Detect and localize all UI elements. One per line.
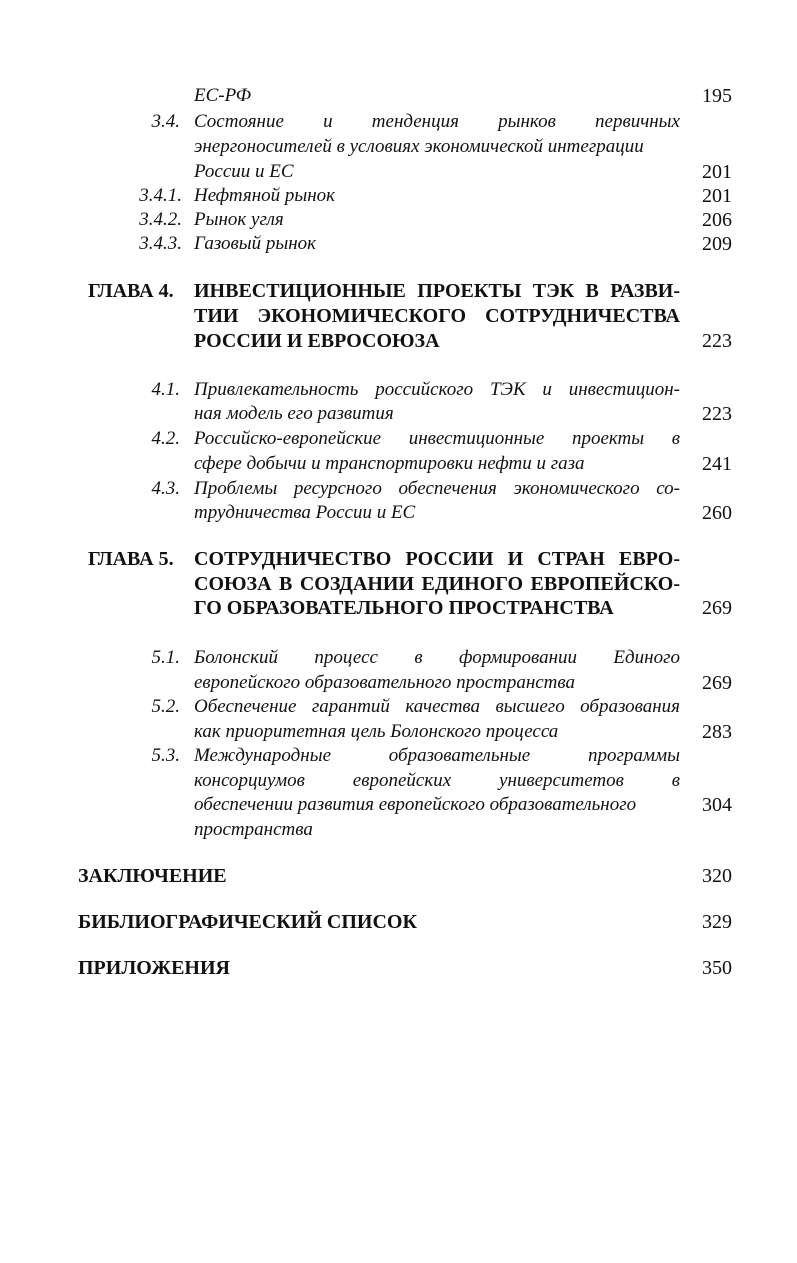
toc-entry-text: обеспечении развития европейского образовательного bbox=[194, 794, 637, 815]
chapter-title: РОССИИ И ЕВРОСОЮЗА bbox=[194, 330, 440, 352]
toc-page-number: 304 bbox=[702, 794, 732, 816]
section-number: 3.4.2. bbox=[139, 209, 182, 230]
toc-entry-text: консорциумов европейских университетов в bbox=[194, 770, 680, 791]
toc-entry-text: европейского образовательного пространства bbox=[194, 672, 576, 693]
toc-entry-text: Болонский процесс в формировании Единого bbox=[194, 647, 680, 668]
chapter-title: ГО ОБРАЗОВАТЕЛЬНОГО ПРОСТРАНСТВА bbox=[194, 597, 614, 619]
chapter-label: ГЛАВА 4. bbox=[88, 280, 174, 302]
toc-entry-text: Международные образовательные программы bbox=[194, 745, 680, 766]
toc-entry-text: Нефтяной рынок bbox=[194, 185, 336, 206]
toc-entry-text: трудничества России и ЕС bbox=[194, 502, 416, 523]
toc-page-number: 201 bbox=[702, 185, 732, 207]
section-number: 4.2. bbox=[151, 428, 180, 449]
toc-page-number: 195 bbox=[702, 85, 732, 107]
toc-entry-text: России и ЕС bbox=[194, 161, 294, 182]
section-number: 5.3. bbox=[151, 745, 180, 766]
toc-page-number: 201 bbox=[702, 161, 732, 183]
toc-page-number: 241 bbox=[702, 453, 732, 475]
toc-appendices: ПРИЛОЖЕНИЯ bbox=[78, 957, 230, 979]
toc-entry-text: сфере добычи и транспортировки нефти и газа bbox=[194, 453, 585, 474]
section-number: 3.4.1. bbox=[139, 185, 182, 206]
toc-entry-text: ная модель его развития bbox=[194, 403, 394, 424]
toc-entry-text: Газовый рынок bbox=[194, 233, 317, 254]
toc-entry-text: как приоритетная цель Болонского процесса bbox=[194, 721, 559, 742]
toc-entry-text: Российско-европейские инвестиционные проекты в bbox=[194, 428, 680, 449]
toc-entry-text: Проблемы ресурсного обеспечения экономического со- bbox=[194, 478, 680, 499]
toc-bibliography: БИБЛИОГРАФИЧЕСКИЙ СПИСОК bbox=[78, 911, 417, 933]
toc-entry-text: Рынок угля bbox=[194, 209, 284, 230]
toc-page-number: 329 bbox=[702, 911, 732, 933]
section-number: 5.1. bbox=[151, 647, 180, 668]
toc-page-number: 283 bbox=[702, 721, 732, 743]
section-number: 3.4.3. bbox=[139, 233, 182, 254]
toc-entry-text: Привлекательность российского ТЭК и инвестицион- bbox=[194, 379, 680, 400]
chapter-title: СОТРУДНИЧЕСТВО РОССИИ И СТРАН ЕВРО- bbox=[194, 548, 680, 570]
toc-page-number: 260 bbox=[702, 502, 732, 524]
toc-entry-text: Обеспечение гарантий качества высшего образования bbox=[194, 696, 680, 717]
section-number: 3.4. bbox=[151, 111, 180, 132]
toc-page-number: 269 bbox=[702, 597, 732, 619]
toc-page-number: 320 bbox=[702, 865, 732, 887]
chapter-title: СОЮЗА В СОЗДАНИИ ЕДИНОГО ЕВРОПЕЙСКО- bbox=[194, 573, 680, 595]
toc-entry-text: Состояние и тенденция рынков первичных bbox=[194, 111, 680, 132]
chapter-title: ИНВЕСТИЦИОННЫЕ ПРОЕКТЫ ТЭК В РАЗВИ- bbox=[194, 280, 680, 302]
section-number: 4.1. bbox=[151, 379, 180, 400]
section-number: 5.2. bbox=[151, 696, 180, 717]
toc-page-number: 350 bbox=[702, 957, 732, 979]
toc-conclusion: ЗАКЛЮЧЕНИЕ bbox=[78, 865, 227, 887]
chapter-title: ТИИ ЭКОНОМИЧЕСКОГО СОТРУДНИЧЕСТВА bbox=[194, 305, 680, 327]
toc-page-number: 223 bbox=[702, 403, 732, 425]
toc-page-number: 269 bbox=[702, 672, 732, 694]
chapter-label: ГЛАВА 5. bbox=[88, 548, 174, 570]
toc-entry-text: ЕС-РФ bbox=[194, 85, 251, 106]
toc-entry-text: пространства bbox=[194, 819, 313, 840]
toc-page-number: 223 bbox=[702, 330, 732, 352]
section-number: 4.3. bbox=[151, 478, 180, 499]
toc-page-number: 206 bbox=[702, 209, 732, 231]
toc-entry-text: энергоносителей в условиях экономической интеграции bbox=[194, 136, 644, 157]
toc-page-number: 209 bbox=[702, 233, 732, 255]
